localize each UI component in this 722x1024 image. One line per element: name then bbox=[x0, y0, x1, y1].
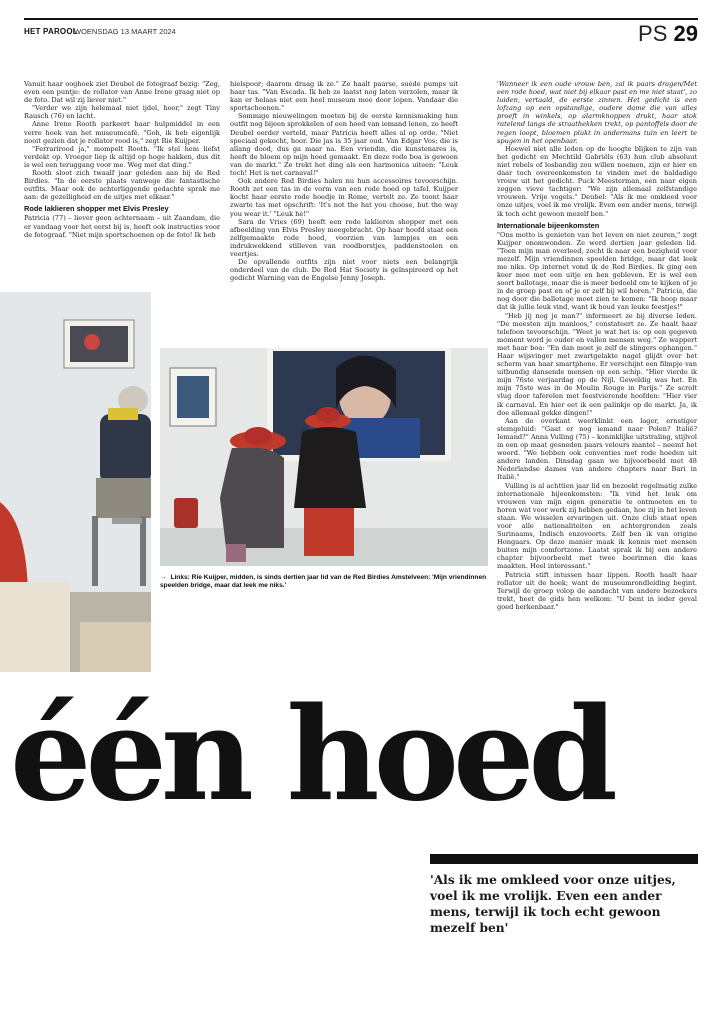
issue-date: WOENSDAG 13 MAART 2024 bbox=[74, 27, 176, 36]
paragraph: Hoewel niet alle leden op de hoogte blijken te zijn van het gedicht en Mechtild Gabriëls (63) hun club absoluut niet rebels of losbandig zou willen noemen, zijn er hier en daar toch overeenkomsten te vinden met de baldadige vrouw uit het gedicht. Puck Meesterman, een naar eigen zeggen vieve tachtiger: "We zijn allemaal zelfstandige vrouwen. Vrije vogels." Deubel: "Als ik me omkleed voor onze uitjes, voel ik me vrolijk. Even een ander mens, terwijl ik toch echt gewoon mezelf ben." bbox=[497, 144, 697, 218]
paragraph: Patricia stift intussen haar lippen. Rooth haalt haar rollator uit de hoek; want de museumrondleiding begint. Terwijl de groep volop de aandacht van andere bezoekers trekt, heet de gids hen welkom: "U bent in ieder geval goed herkenbaar." bbox=[497, 570, 697, 611]
caption-text: Links: Rie Kuijper, midden, is sinds dertien jaar lid van de Red Birdies Amstelveen: 'Mijn vriendinnen speelden bridge, maar dat leek me niks.' bbox=[160, 574, 487, 590]
paragraph: Vanuit haar ooghoek ziet Deubel de fotograaf bezig: "Zeg, even een puntje: de rollator van Anne Irene graag niet op de foto. Dat wil zij liever niet." bbox=[24, 80, 220, 105]
paragraph: Aan de overkant weerklinkt een lager, ernstiger stemgeluid: "Gaat er nog iemand naar Polen? Italië? Iemand?" Anna Vulling (75) – koninklijke uitstraling, stijlvol in een op maat gesneden paars velours mantel – neemt het woord. "We hebben ook conventies met rode hoeden uit andere landen. Dinsdag gaan we bijvoorbeeld met 48 Nederlandse dames van andere chapters naar Bari in Italië." bbox=[497, 416, 697, 482]
section-label: PS bbox=[638, 21, 668, 46]
photo-museum-visitors bbox=[160, 348, 488, 566]
article-column-3 bbox=[497, 80, 697, 678]
paragraph: hielspoor; daarom draag ik ze." Ze haalt paarse, suède pumps uit haar tas. "Van Escada. Ik heb ze laatst nog laten verzolen, maar ik kan er helaas niet een heel museum mee door lopen. Vandaar die sportschoenen." bbox=[230, 80, 458, 113]
paragraph: Vulling is al achttien jaar lid en bezoekt regelmatig zulke internationale bijeenkomsten: "Ik vind het leuk om vrouwen van mijn eigen generatie te ontmoeten en te horen wat voor werk zij hebben gedaan, hoe zij in het leven staan. We wisselen ervaringen uit. Onze club staat open voor alle nationaliteiten en achtergronden zoals Surinaams, Indisch enzovoorts. Zelf ben ik van origine Hongaars. Op deze manier maak ik kennis met mensen buiten mijn comfortzone. Laatst sprak ik bij een andere chapter bijvoorbeeld met twee boerinnen die kaas maakten. Heel interessant." bbox=[497, 481, 697, 571]
article-column-2 bbox=[230, 80, 458, 342]
paragraph: De opvallende outfits zijn niet voor niets een belangrijk onderdeel van de club. De Red Hat Society is geïnspireerd op het gedicht Warning van de Engelse Jenny Joseph. bbox=[230, 258, 458, 283]
pullquote-divider bbox=[430, 854, 698, 864]
pullquote: 'Als ik me omkleed voor onze uitjes, voel ik me vrolijk. Even een ander mens, terwijl ik toch echt gewoon mezelf ben' bbox=[430, 873, 676, 935]
paragraph: "Ferrarirood ja," mompelt Rooth. "Ik stel hem liefst verdekt op. Vroeger liep ik altijd op hoge hakken, dus dit is wel een teruggang voor me. Weg met dat ding." bbox=[24, 144, 220, 169]
photo-museum-cafe bbox=[0, 292, 151, 672]
paragraph: "Ons motto is genieten van het leven en niet zeuren," zegt Kuijper onomwonden. Ze werd dertien jaar geleden lid. "Toen mijn man overleed, zocht ik naar een bezigheid voor mezelf. Mijn vriendinnen speelden bridge, maar dat leek me niks. Op internet vond ik de Red Birdies. Ik ging een keer mee met een uitje en ben gebleven. Er is wel een soort ballotage, maar die is meer bedoeld om te kijken of je in de groep past en of je er zelf bij wil horen." Patricia, die nog door die ballotage moet zien te komen: "Ik hoop maar dat ik jullie leuk vind, want ik houd van leuke feestjes!" bbox=[497, 230, 697, 312]
subheading: Rode laklieren shopper met Elvis Presley bbox=[24, 204, 169, 214]
paragraph: Sommige nieuwelingen moeten bij de eerste kennismaking hun outfit nog bijeen sprokkelen of een hoed van iemand lenen, zo heeft Deubel eerder verteld, maar Patricia heeft alles al op orde. "Niet speciaal gekocht, hoor. Die jas is 35 jaar oud. Van Edgar Vos; die is allang dood, dus ga maar na. Een vriendin, die kunstenares is, heeft de bloem op mijn hoed gemaakt. En deze rode boa is gewoon van de markt." Ze trekt het ding als een harmonica uiteen: "Leuk toch! Het is net carnaval!" bbox=[230, 112, 458, 178]
page-header bbox=[24, 18, 698, 48]
paragraph: "Verder we zijn helemaal niet ijdel, hoor," zegt Tiny Rausch (76) en lacht. bbox=[24, 104, 220, 121]
headline: één hoed bbox=[10, 680, 612, 830]
paragraph: Patricia (77) – liever geen achternaam – uit Zaandam, die er vandaag voor het eerst bij is, heeft ook instructies voor de fotograaf. "Niet mijn sportschoenen op de foto! Ik heb bbox=[24, 214, 220, 239]
article-column-1 bbox=[24, 80, 220, 290]
caption-arrow-icon: → bbox=[160, 574, 167, 581]
page-number: 29 bbox=[673, 21, 698, 46]
paragraph: Ook andere Red Birdies halen nu hun accessoires tevoorschijn. Rooth zet een tas in de vorm van een rode hoed op tafel. Kuijper kocht haar eerste rode hoedje in Rome, vertelt ze. Ze toont haar zwarte tas met opschrift: 'It's not the hat you choose, but the way you wear it.' "Leuk hè!" bbox=[230, 177, 458, 218]
poem-quote-paragraph: 'Wanneer ik een oude vrouw ben, zal ik paars dragen/Met een rode hoed, wat niet bij elkaar past en me niet staat', zo luiden, vertaald, de eerste zinnen. Het gedicht is een lofzang op een opstandige, oudere dame die van alles proeft in winkels, op alarmknoppen drukt, haar stok ratelend langs de straathekken trekt, op pantoffels door de regen loopt, bloemen plukt in andermans tuin en leert te spugen in het openbaar. bbox=[497, 80, 697, 145]
paragraph: Sara de Vries (69) heeft een rode laklieren shopper met een afbeelding van Elvis Presley meegebracht. Op haar hoofd staat een zelfgemaakte rode hoed, voorzien van lampjes en een indrukwekkend stilleven van roodborstjes, paddenstoelen en veertjes. bbox=[230, 217, 458, 258]
paragraph: Rooth sloot zich twaalf jaar geleden aan bij de Red Birdies. "In de eerste plaats vanwege die fantastische outfits. Maar ook de achterliggende gedachte sprak me aan: de gezelligheid en de uitjes met elkaar." bbox=[24, 169, 220, 202]
paragraph: Anne Irene Rooth parkeert haar hulpmiddel in een verre hoek van het museumcafé. "Goh, ik heb eigenlijk nooit gezien dat je rollator rood is," zegt Rie Kuijper. bbox=[24, 120, 220, 145]
subheading: Internationale bijeenkomsten bbox=[497, 220, 600, 230]
paragraph: "Heb jij nog je man?" informeert ze bij diverse leden. "De meesten zijn manloos," constateert ze. Ze haalt haar telefoon tevoorschijn. "Weet je wat het is: op een gegeven moment word je ouder en vallen mensen weg." Ze wappert met haar boa: "En dan moet je zelf de slingers ophangen." Haar wijsvinger met zwartgelakte nagel glijdt over het scherm van haar smartphone. Er verschijnt een filmpje van uitbundig dansende mensen op een schip. "Hier vierde ik mijn 76ste verjaardag op de Nijl. Geweldig was het. En mijn 75ste was in de Moulin Rouge in Parijs." Ze scrolt vlug door taferelen met feestvierende hoofden: "Hier vier ik carnaval. En hier eet ik een palinkje op de markt. Ja, ik doe allemaal gekke dingen!" bbox=[497, 311, 697, 417]
newspaper-name: HET PAROOL bbox=[24, 27, 78, 36]
section-page-marker bbox=[638, 23, 698, 45]
photo-caption bbox=[160, 574, 488, 591]
